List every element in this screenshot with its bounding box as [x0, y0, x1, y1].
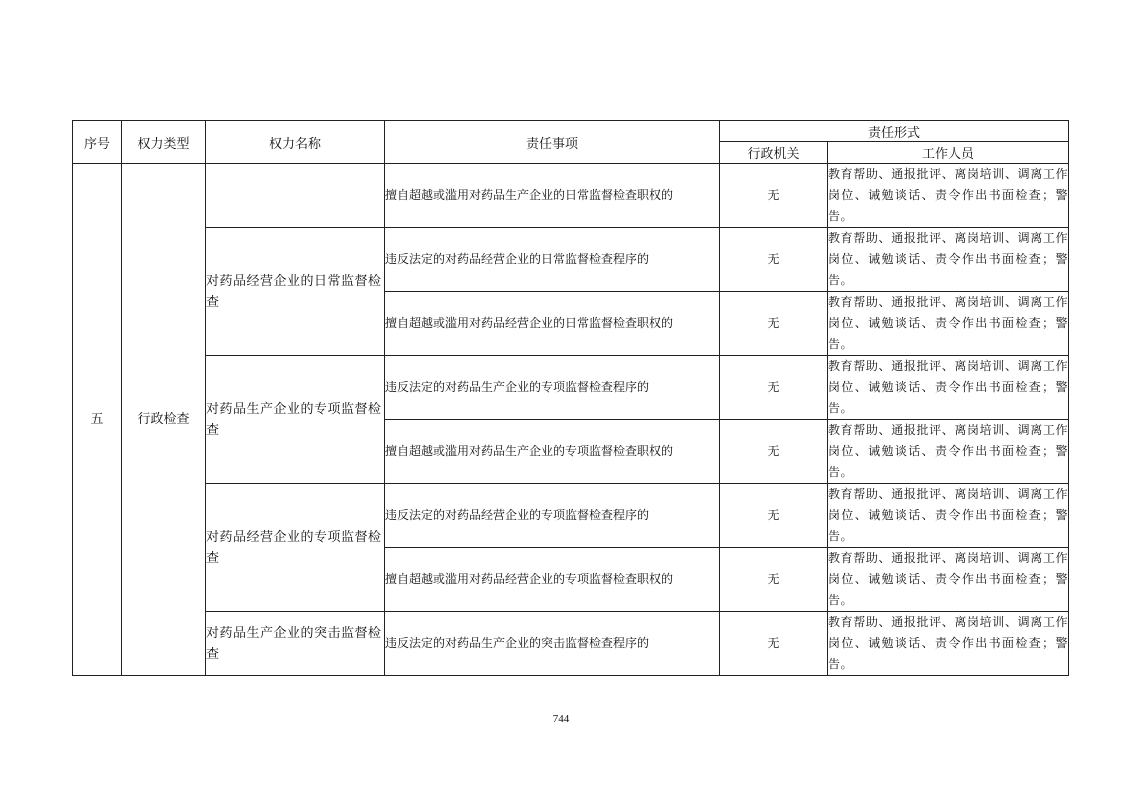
matter-cell: 违反法定的对药品生产企业的专项监督检查程序的 — [385, 356, 720, 420]
staff-cell: 教育帮助、通报批评、离岗培训、调离工作岗位、诫勉谈话、责令作出书面检查；警告。 — [828, 356, 1069, 420]
agency-cell: 无 — [720, 420, 828, 484]
table-row — [73, 484, 1069, 548]
header-staff: 工作人员 — [828, 142, 1069, 164]
staff-cell: 教育帮助、通报批评、离岗培训、调离工作岗位、诫勉谈话、责令作出书面检查；警告。 — [828, 484, 1069, 548]
header-power-type: 权力类型 — [122, 121, 206, 164]
agency-cell: 无 — [720, 292, 828, 356]
page-number: 744 — [552, 713, 570, 725]
table-row — [73, 228, 1069, 292]
power-name-cell: 对药品生产企业的突击监督检查 — [206, 612, 385, 676]
matter-cell: 违反法定的对药品经营企业的日常监督检查程序的 — [385, 228, 720, 292]
agency-cell: 无 — [720, 612, 828, 676]
table-row — [73, 612, 1069, 676]
agency-cell: 无 — [720, 548, 828, 612]
header-power-name: 权力名称 — [206, 121, 385, 164]
power-name-cell: 对药品经营企业的专项监督检查 — [206, 484, 385, 612]
matter-cell: 擅自超越或滥用对药品经营企业的专项监督检查职权的 — [385, 548, 720, 612]
table-row — [73, 356, 1069, 420]
matter-cell: 擅自超越或滥用对药品生产企业的专项监督检查职权的 — [385, 420, 720, 484]
staff-cell: 教育帮助、通报批评、离岗培训、调离工作岗位、诫勉谈话、责令作出书面检查；警告。 — [828, 612, 1069, 676]
group-seq: 五 — [73, 164, 122, 676]
agency-cell: 无 — [720, 484, 828, 548]
header-agency: 行政机关 — [720, 142, 828, 164]
staff-cell: 教育帮助、通报批评、离岗培训、调离工作岗位、诫勉谈话、责令作出书面检查；警告。 — [828, 420, 1069, 484]
agency-cell: 无 — [720, 228, 828, 292]
responsibility-table — [72, 120, 1069, 676]
power-name-cell — [206, 164, 385, 228]
staff-cell: 教育帮助、通报批评、离岗培训、调离工作岗位、诫勉谈话、责令作出书面检查；警告。 — [828, 164, 1069, 228]
power-name-cell: 对药品生产企业的专项监督检查 — [206, 356, 385, 484]
matter-cell: 违反法定的对药品经营企业的专项监督检查程序的 — [385, 484, 720, 548]
staff-cell: 教育帮助、通报批评、离岗培训、调离工作岗位、诫勉谈话、责令作出书面检查；警告。 — [828, 228, 1069, 292]
header-seq: 序号 — [73, 121, 122, 164]
agency-cell: 无 — [720, 164, 828, 228]
table-row — [73, 164, 1069, 228]
header-matter: 责任事项 — [385, 121, 720, 164]
matter-cell: 擅自超越或滥用对药品经营企业的日常监督检查职权的 — [385, 292, 720, 356]
staff-cell: 教育帮助、通报批评、离岗培训、调离工作岗位、诫勉谈话、责令作出书面检查；警告。 — [828, 548, 1069, 612]
group-power-type: 行政检查 — [122, 164, 206, 676]
matter-cell: 违反法定的对药品生产企业的突击监督检查程序的 — [385, 612, 720, 676]
matter-cell: 擅自超越或滥用对药品生产企业的日常监督检查职权的 — [385, 164, 720, 228]
power-name-cell: 对药品经营企业的日常监督检查 — [206, 228, 385, 356]
agency-cell: 无 — [720, 356, 828, 420]
staff-cell: 教育帮助、通报批评、离岗培训、调离工作岗位、诫勉谈话、责令作出书面检查；警告。 — [828, 292, 1069, 356]
header-form: 责任形式 — [720, 121, 1069, 142]
